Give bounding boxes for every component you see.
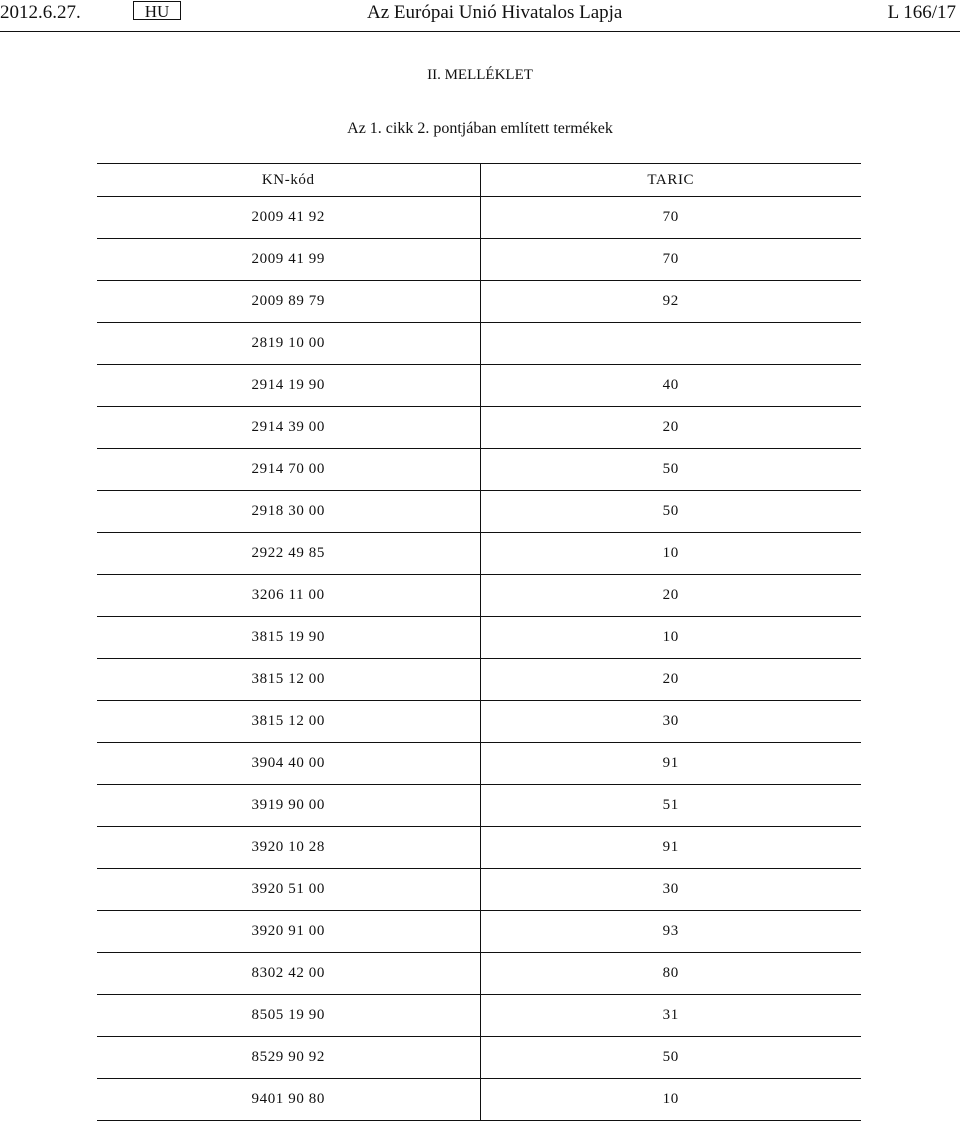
taric-cell: 20 <box>480 575 861 617</box>
table-row <box>97 659 861 701</box>
kn-code-cell: 3920 91 00 <box>97 911 480 953</box>
kn-code-cell: 2914 19 90 <box>97 365 480 407</box>
taric-cell: 31 <box>480 995 861 1037</box>
table-row <box>97 995 861 1037</box>
annex-title: II. MELLÉKLET <box>427 67 533 83</box>
annex-subtitle: Az 1. cikk 2. pontjában említett termékek <box>347 120 613 137</box>
kn-code-cell: 2918 30 00 <box>97 491 480 533</box>
taric-cell: 20 <box>480 659 861 701</box>
taric-cell: 10 <box>480 617 861 659</box>
table-row <box>97 617 861 659</box>
taric-cell: 50 <box>480 491 861 533</box>
kn-code-cell: 9401 90 80 <box>97 1079 480 1121</box>
table-row <box>97 281 861 323</box>
kn-code-cell: 3919 90 00 <box>97 785 480 827</box>
table-row <box>97 743 861 785</box>
table-row <box>97 365 861 407</box>
taric-cell: 70 <box>480 239 861 281</box>
table-row <box>97 407 861 449</box>
kn-code-cell: 3920 10 28 <box>97 827 480 869</box>
page-reference: L 166/17 <box>887 2 956 23</box>
table-row <box>97 869 861 911</box>
table-row <box>97 449 861 491</box>
taric-cell: 91 <box>480 827 861 869</box>
kn-code-cell: 2009 41 92 <box>97 197 480 239</box>
kn-code-cell: 3815 19 90 <box>97 617 480 659</box>
taric-cell: 92 <box>480 281 861 323</box>
table-row <box>97 911 861 953</box>
page-header <box>0 0 960 30</box>
table-row <box>97 953 861 995</box>
taric-cell: 40 <box>480 365 861 407</box>
taric-cell: 10 <box>662 1091 679 1107</box>
table-body <box>97 197 861 1121</box>
taric-cell: 30 <box>480 701 861 743</box>
header-rule <box>0 31 960 32</box>
kn-code-cell: 2009 89 79 <box>97 281 480 323</box>
publication-date: 2012.6.27. <box>0 2 81 23</box>
taric-cell <box>480 323 861 365</box>
taric-cell: 80 <box>480 953 861 995</box>
kn-code-cell: 8529 90 92 <box>97 1037 480 1079</box>
table-row <box>97 239 861 281</box>
products-table <box>97 163 861 1121</box>
taric-cell: 70 <box>480 197 861 239</box>
table-row <box>97 827 861 869</box>
kn-code-cell: 8302 42 00 <box>97 953 480 995</box>
column-header-kn-code: KN-kód <box>97 164 480 197</box>
language-badge: HU <box>133 1 181 20</box>
kn-code-cell: 3815 12 00 <box>97 659 480 701</box>
kn-code-cell: 2009 41 99 <box>97 239 480 281</box>
table-row <box>97 197 861 239</box>
taric-cell: 10 <box>480 533 861 575</box>
table-row <box>97 491 861 533</box>
journal-title: Az Európai Unió Hivatalos Lapja <box>367 2 623 23</box>
kn-code-cell: 2914 70 00 <box>97 449 480 491</box>
taric-cell: 50 <box>480 1037 861 1079</box>
table-row <box>97 1079 861 1121</box>
table-row <box>97 323 861 365</box>
kn-code-cell: 3904 40 00 <box>97 743 480 785</box>
taric-cell: 20 <box>480 407 861 449</box>
table-header-row <box>97 164 861 197</box>
kn-code-cell: 2922 49 85 <box>97 533 480 575</box>
kn-code-cell: 8505 19 90 <box>97 995 480 1037</box>
table-row <box>97 533 861 575</box>
taric-cell: 91 <box>480 743 861 785</box>
taric-cell: 51 <box>480 785 861 827</box>
taric-cell: 93 <box>480 911 861 953</box>
table-row <box>97 701 861 743</box>
table-row <box>97 785 861 827</box>
kn-code-cell: 3815 12 00 <box>97 701 480 743</box>
column-header-taric: TARIC <box>480 164 861 197</box>
table-row <box>97 1037 861 1079</box>
kn-code-cell: 2819 10 00 <box>97 323 480 365</box>
table-row <box>97 575 861 617</box>
taric-cell: 30 <box>480 869 861 911</box>
taric-cell: 50 <box>480 449 861 491</box>
kn-code-cell: 3920 51 00 <box>97 869 480 911</box>
kn-code-cell: 3206 11 00 <box>97 575 480 617</box>
kn-code-cell: 2914 39 00 <box>97 407 480 449</box>
